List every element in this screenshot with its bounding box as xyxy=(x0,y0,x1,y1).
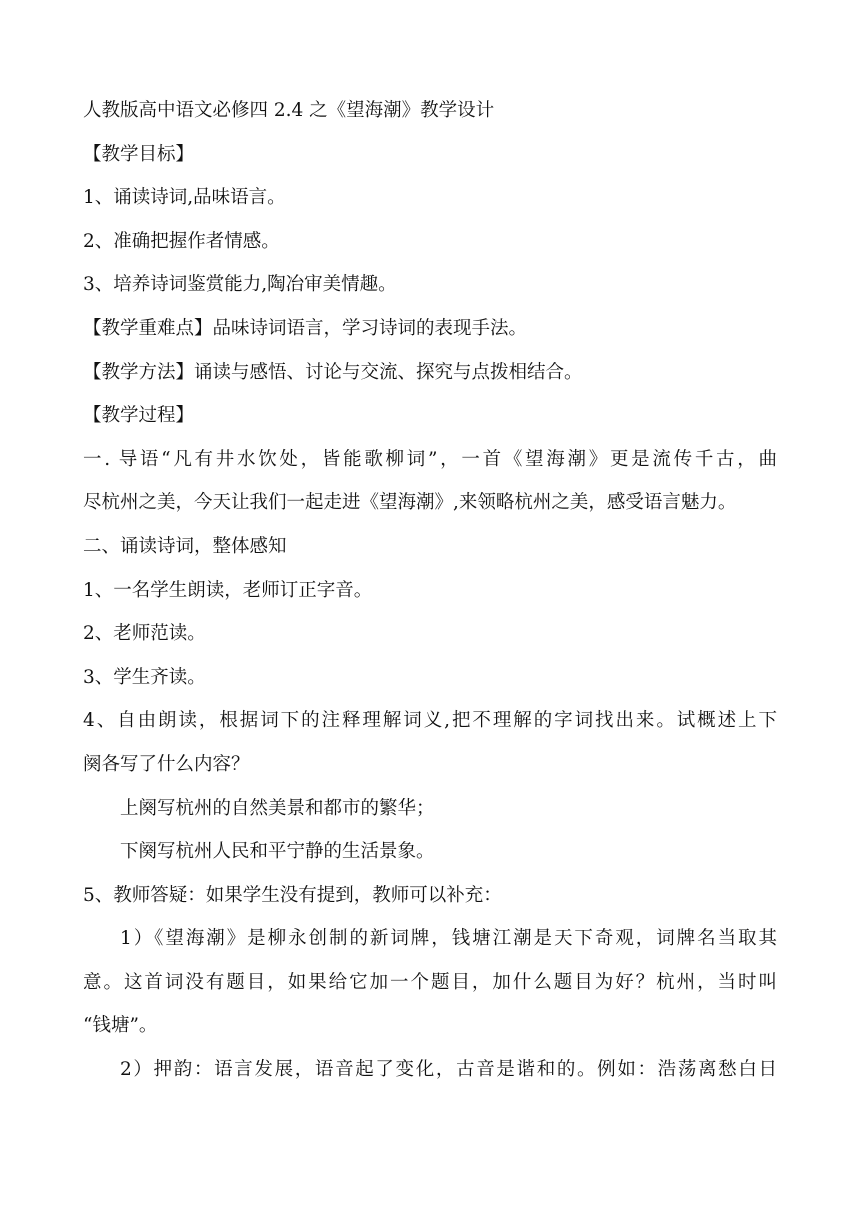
intro-paragraph-line-2: 尽杭州之美，今天让我们一起走进《望海潮》,来领略杭州之美，感受语言魅力。 xyxy=(83,492,737,514)
note-1-line-3: “钱塘”。 xyxy=(83,1015,158,1037)
reading-step-3: 3、学生齐读。 xyxy=(83,666,206,688)
note-1-line-1: 1）《望海潮》是柳永创制的新词牌，钱塘江潮是天下奇观，词牌名当取其 xyxy=(120,928,777,950)
key-points-paragraph: 【教学重难点】品味诗词语言，学习诗词的表现手法。 xyxy=(83,317,528,339)
section-2-heading: 二、诵读诗词，整体感知 xyxy=(83,535,287,557)
reading-step-1: 1、一名学生朗读，老师订正字音。 xyxy=(83,579,373,601)
reading-step-4-line-1: 4、自由朗读，根据词下的注释理解词义,把不理解的字词找出来。试概述上下 xyxy=(83,710,777,732)
methods-paragraph: 【教学方法】诵读与感悟、讨论与交流、探究与点拨相结合。 xyxy=(83,361,583,383)
objectives-heading: 【教学目标】 xyxy=(83,143,195,165)
objective-item-1: 1、诵读诗词,品味语言。 xyxy=(83,187,286,209)
intro-paragraph-line-1: 一. 导语“凡有井水饮处，皆能歌柳词”，一首《望海潮》更是流传千古，曲 xyxy=(83,448,777,470)
reading-step-5: 5、教师答疑：如果学生没有提到，教师可以补充： xyxy=(83,884,502,906)
lower-stanza-summary: 下阕写杭州人民和平宁静的生活景象。 xyxy=(120,841,435,863)
process-heading: 【教学过程】 xyxy=(83,405,195,427)
objective-item-3: 3、培养诗词鉴赏能力,陶冶审美情趣。 xyxy=(83,274,397,296)
note-1-line-2: 意。这首词没有题目，如果给它加一个题目，加什么题目为好？杭州，当时叫 xyxy=(83,971,777,993)
upper-stanza-summary: 上阕写杭州的自然美景和都市的繁华； xyxy=(120,797,435,819)
reading-step-4-line-2: 阕各写了什么内容？ xyxy=(83,753,250,775)
reading-step-2: 2、老师范读。 xyxy=(83,623,206,645)
note-2-line-1: 2）押韵：语言发展，语音起了变化，古音是谐和的。例如：浩荡离愁白日 xyxy=(120,1059,777,1081)
document-title: 人教版高中语文必修四 2.4 之《望海潮》教学设计 xyxy=(83,100,495,121)
document-body xyxy=(83,89,777,1092)
objective-item-2: 2、准确把握作者情感。 xyxy=(83,230,280,252)
